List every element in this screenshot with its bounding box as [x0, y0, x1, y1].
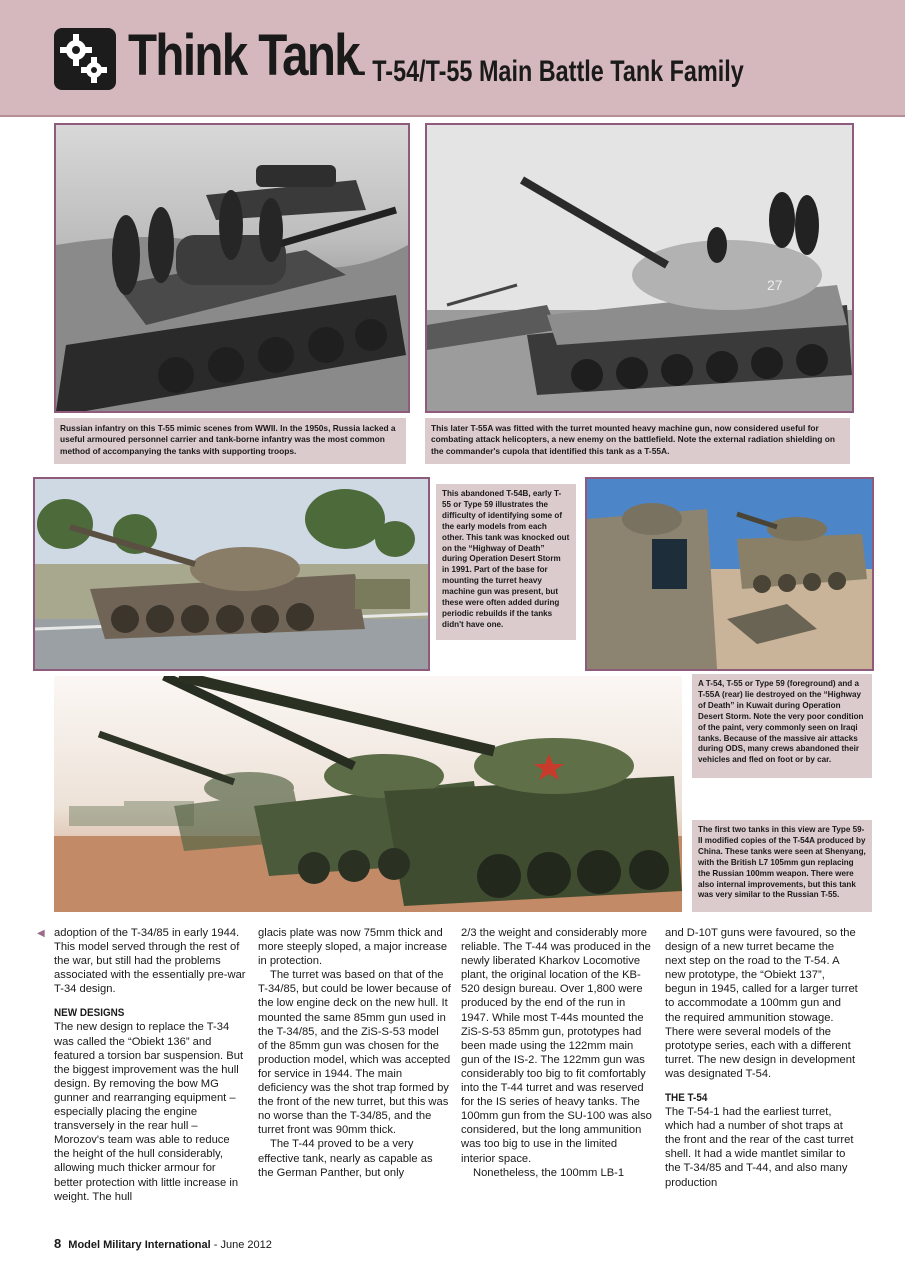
- caption-5: The first two tanks in this view are Type 59-II modified copies of the T-54A produced by China. These tanks were seen at Shenyang, with the British L7 105mm gun replacing the Russian 100mm weapon. There were also internal improvements, but this tank was very similar to the Russian T-55.: [692, 820, 872, 912]
- page-footer: [54, 1236, 272, 1251]
- photo-t55a-crew: [425, 123, 854, 413]
- paragraph: The turret was based on that of the T-34/85, but could be lower because of the low engine deck on the new hull. It mounted the same 85mm gun used in the T-34/85, and the ZiS-S-53 model of the 85mm gun was chosen for the production model, which was accepted for service in 1944. The main deficiency was the shot trap formed by the front of the new turret, but this was no worse than the T-34/85, and the turret front was 90mm thick.: [258, 969, 451, 1137]
- paragraph: 2/3 the weight and considerably more reliable. The T-44 was produced in the newly liberated Kharkov Locomotive plant, the original location of the KB-520 design bureau. Over 1,800 were produced by the end of the run in 1947. While most T-44s mounted the ZiS-S-53 85mm gun, prototypes had been made using the 122mm main gun of the IS-2. The 122mm gun was considerably too big to fit comfortably into the T-44 turret and was reserved for the IS series of heavy tanks. The 100mm gun from the SU-100 was also considered, but the long ammunition was too big to use in the limited interior space.: [461, 927, 652, 1165]
- text-column-2: [258, 926, 451, 1180]
- paragraph: glacis plate was now 75mm thick and more steeply sloped, a major increase in protection.: [258, 927, 448, 968]
- photo-abandoned-t54b: [33, 477, 430, 671]
- paragraph: The T-44 proved to be a very effective tank, nearly as capable as the German Panther, but only: [258, 1138, 433, 1179]
- svg-text:27: 27: [767, 277, 783, 293]
- page-header: [0, 0, 905, 117]
- text-column-3: [461, 926, 654, 1180]
- photo-type59-line: [54, 676, 682, 912]
- paragraph: The T-54-1 had the earliest turret, which had a number of shot traps at the front and the rear of the cast turret shell. It had a wide mantlet similar to the T-34/85 and T-44, and also many production: [665, 1106, 854, 1189]
- issue-date: - June 2012: [213, 1239, 272, 1251]
- caption-2: This later T-55A was fitted with the turret mounted heavy machine gun, now considered useful for combating attack helicopters, a new enemy on the battlefield. Note the external radiation shielding on the commander's cupola that identified this tank as a T-55A.: [425, 418, 850, 464]
- continuation-arrow-icon: ◀: [37, 928, 45, 939]
- page-title: Think Tank: [128, 23, 360, 88]
- photo-infantry-t55: [54, 123, 410, 413]
- page-subtitle: - T-54/T-55 Main Battle Tank Family: [358, 55, 744, 88]
- paragraph: adoption of the T-34/85 in early 1944. This model served through the rest of the war, but still had the problems associated with the essentially pre-war T-34 design.: [54, 927, 246, 996]
- paragraph: The new design to replace the T-34 was called the “Obiekt 136” and featured a torsion bar suspension. But the biggest improvement was the hull design. By removing the bow MG gunner and rearranging equipment – especially placing the engine transversely in the rear hull – Morozov's team was able to reduce the height of the hull considerably, allowing much thicker armour for better protection with little increase in weight. The hull: [54, 1021, 244, 1203]
- text-column-4: [665, 926, 858, 1190]
- caption-1: Russian infantry on this T-55 mimic scenes from WWII. In the 1950s, Russia lacked a useful armoured personnel carrier and tank-borne infantry was the most common method of accompanying the tanks with supporting troops.: [54, 418, 406, 464]
- magazine-name: Model Military International: [68, 1239, 211, 1251]
- caption-4: A T-54, T-55 or Type 59 (foreground) and a T-55A (rear) lie destroyed on the “Highway of Death” in Kuwait during Operation Desert Storm. Note the very poor condition of the paint, very commonly seen on Iraqi tanks. Because of the massive air attacks during ODS, many crews abandoned their vehicles and fled on foot or by car.: [692, 674, 872, 778]
- paragraph: Nonetheless, the 100mm LB-1: [473, 1166, 625, 1179]
- caption-3: This abandoned T-54B, early T-55 or Type 59 illustrates the difficulty of identifying some of the early models from each other. This tank was knocked out on the “Highway of Death” during Operation Desert Storm in 1991. Part of the base for mounting the turret heavy machine gun was present, but these were often added during periodic rebuilds if the tanks didn't have one.: [436, 484, 576, 640]
- page-number: 8: [54, 1236, 62, 1251]
- photo-highway-of-death: [585, 477, 874, 671]
- section-heading-new-designs: NEW DESIGNS: [54, 1007, 125, 1020]
- text-column-1: [54, 926, 247, 1204]
- section-heading-t54: THE T-54: [665, 1092, 708, 1105]
- gears-icon: [54, 28, 116, 90]
- paragraph: and D-10T guns were favoured, so the design of a new turret became the next step on the road to the T-54. A new prototype, the “Obiekt 137”, begun in 1945, called for a larger turret to accommodate a 100mm gun and the required ammunition stowage. There were several models of the prototype series, each with a different turret. The new design in development was designated T-54.: [665, 927, 858, 1080]
